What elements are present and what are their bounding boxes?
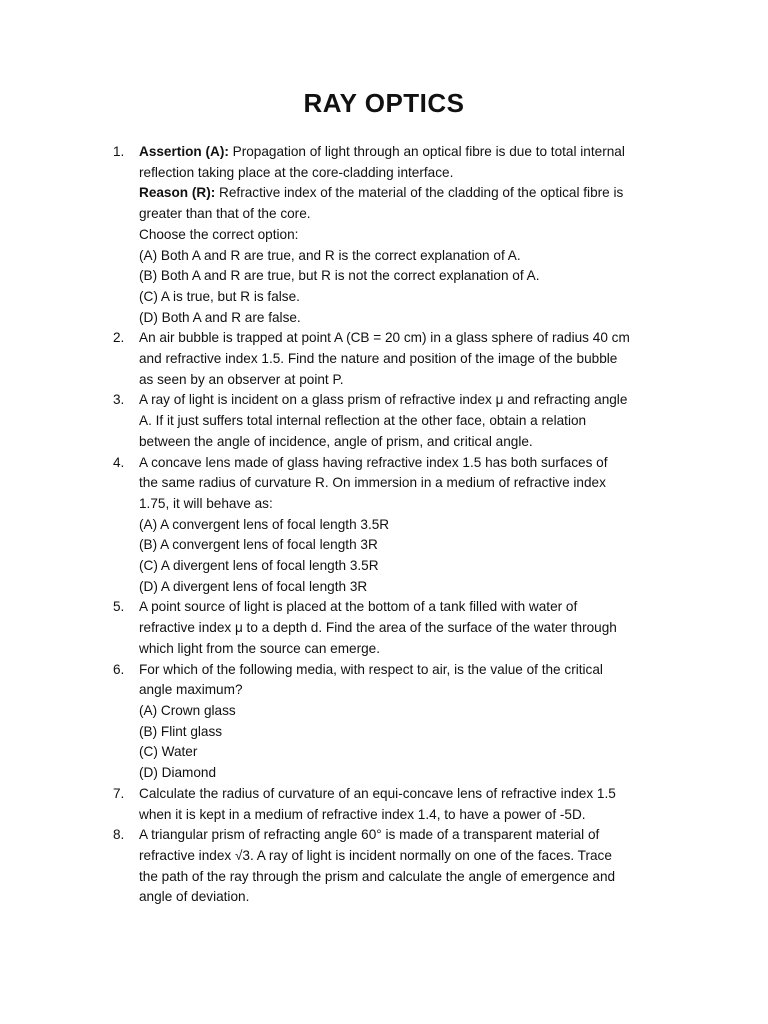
assertion-line-1 bbox=[139, 142, 690, 163]
question-number: 8. bbox=[113, 827, 125, 843]
option-d: (D) A divergent lens of focal length 3R bbox=[139, 578, 368, 594]
question-line: refractive index μ to a depth d. Find the area of the surface of the water through bbox=[139, 620, 617, 636]
question-number: 3. bbox=[113, 392, 125, 408]
question-line: when it is kept in a medium of refractive index 1.4, to have a power of -5D. bbox=[139, 806, 586, 822]
question-line: angle maximum? bbox=[139, 682, 243, 698]
question-line: A concave lens made of glass having refractive index 1.5 has both surfaces of bbox=[139, 454, 608, 470]
question-line: which light from the source can emerge. bbox=[139, 640, 381, 656]
reason-line-2: greater than that of the core. bbox=[139, 206, 311, 222]
option-b: (B) Flint glass bbox=[139, 723, 223, 739]
page-title: RAY OPTICS bbox=[303, 88, 465, 118]
question-number: 7. bbox=[113, 785, 125, 801]
question-number: 4. bbox=[113, 454, 125, 470]
question-line: 1.75, it will behave as: bbox=[139, 495, 273, 511]
question-line: Calculate the radius of curvature of an equi-concave lens of refractive index 1.5 bbox=[139, 785, 616, 801]
option-c: (C) A divergent lens of focal length 3.5R bbox=[139, 558, 379, 574]
option-a: (A) Crown glass bbox=[139, 702, 236, 718]
question-4 bbox=[110, 453, 690, 598]
question-number: 6. bbox=[113, 661, 125, 677]
option-d: (D) Diamond bbox=[139, 765, 217, 781]
question-line: and refractive index 1.5. Find the nature and position of the image of the bubble bbox=[139, 351, 618, 367]
question-6 bbox=[110, 660, 690, 784]
question-5 bbox=[110, 597, 690, 659]
option-b: (B) Both A and R are true, but R is not the correct explanation of A. bbox=[139, 268, 540, 284]
question-list bbox=[110, 142, 690, 908]
reason-line-1 bbox=[139, 183, 690, 204]
question-2 bbox=[110, 328, 690, 390]
option-b: (B) A convergent lens of focal length 3R bbox=[139, 537, 378, 553]
question-line: as seen by an observer at point P. bbox=[139, 371, 344, 387]
option-c: (C) Water bbox=[139, 744, 198, 760]
question-8 bbox=[110, 825, 690, 908]
question-number: 1. bbox=[113, 144, 125, 159]
question-line: For which of the following media, with respect to air, is the value of the critical bbox=[139, 661, 603, 677]
reason-label: Reason (R): bbox=[139, 185, 216, 201]
question-1 bbox=[110, 142, 690, 328]
question-line: A. If it just suffers total internal reflection at the other face, obtain a relation bbox=[139, 413, 587, 429]
option-a: (A) Both A and R are true, and R is the correct explanation of A. bbox=[139, 247, 521, 263]
question-line: A triangular prism of refracting angle 60° is made of a transparent material of bbox=[139, 827, 600, 843]
assertion-text: Propagation of light through an optical fibre is due to total internal bbox=[228, 144, 625, 159]
question-3 bbox=[110, 390, 690, 452]
question-line: the path of the ray through the prism and calculate the angle of emergence and bbox=[139, 868, 616, 884]
question-line: between the angle of incidence, angle of prism, and critical angle. bbox=[139, 433, 533, 449]
question-7 bbox=[110, 784, 690, 825]
assertion-line-2: reflection taking place at the core-cladding interface. bbox=[139, 164, 454, 180]
question-line: A point source of light is placed at the bottom of a tank filled with water of bbox=[139, 599, 578, 615]
question-line: refractive index √3. A ray of light is incident normally on one of the faces. Trace bbox=[139, 847, 612, 863]
reason-text: Refractive index of the material of the cladding of the optical fibre is bbox=[215, 185, 624, 201]
question-line: the same radius of curvature R. On immersion in a medium of refractive index bbox=[139, 475, 606, 491]
option-c: (C) A is true, but R is false. bbox=[139, 288, 300, 304]
question-line: A ray of light is incident on a glass prism of refractive index μ and refracting angle bbox=[139, 392, 628, 408]
assertion-label: Assertion (A): bbox=[139, 144, 229, 159]
option-d: (D) Both A and R are false. bbox=[139, 309, 301, 325]
question-line: An air bubble is trapped at point A (CB = 20 cm) in a glass sphere of radius 40 cm bbox=[139, 330, 630, 346]
question-line: angle of deviation. bbox=[139, 889, 250, 905]
question-number: 2. bbox=[113, 330, 125, 346]
question-number: 5. bbox=[113, 599, 125, 615]
option-a: (A) A convergent lens of focal length 3.5R bbox=[139, 516, 390, 532]
question-prompt: Choose the correct option: bbox=[139, 226, 299, 242]
